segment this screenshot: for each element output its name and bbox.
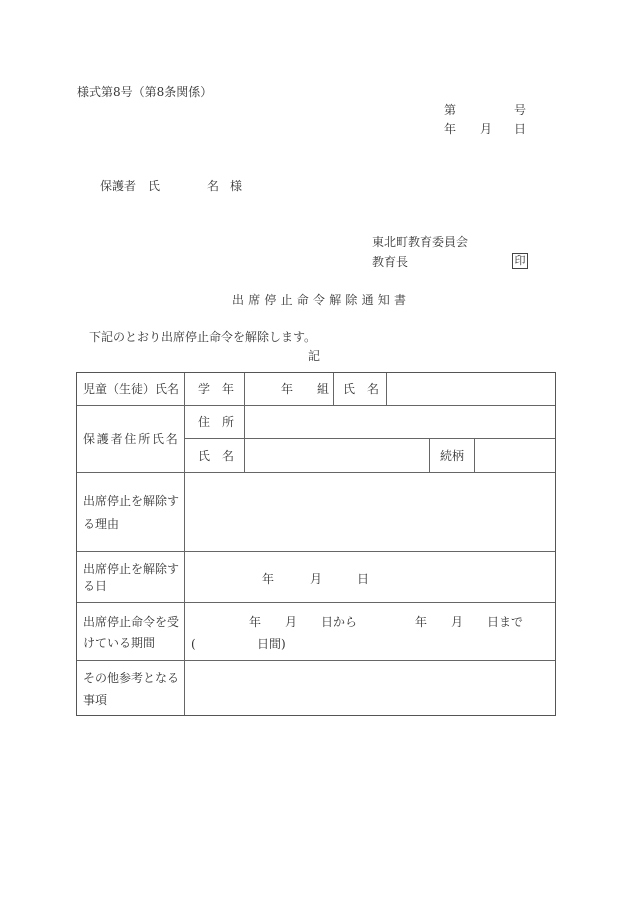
period-to-year[interactable]: 年 [415,615,428,629]
row-divider [184,438,555,439]
intro-text: 下記のとおり出席停止命令を解除します。 [89,330,317,344]
student-name-label: 児童（生徒）氏名 [83,382,180,396]
seal-icon: 印 [512,253,528,269]
student-name-sublabel: 氏 名 [343,382,380,396]
period-to-month[interactable]: 月 [451,615,464,629]
col-divider [244,373,245,472]
period-days-open: ( [191,637,196,651]
date-day: 日 [514,122,527,136]
col-divider [386,373,387,405]
col-divider [184,373,185,715]
addressee-name-1: 氏 [148,179,161,193]
period-from-day[interactable]: 日から [321,615,358,629]
col-divider [429,438,430,472]
col-divider [333,373,334,405]
row-divider [77,472,555,473]
row-divider [77,551,555,552]
guardian-name-label: 氏 名 [198,449,235,463]
form-table [76,372,556,716]
reason-label-line2: る理由 [83,517,120,531]
ki-marker: 記 [308,349,321,363]
row-divider [77,660,555,661]
release-month[interactable]: 月 [310,572,323,586]
release-date-label-line1: 出席停止を解除す [83,562,180,576]
address-label: 住 所 [198,415,235,429]
release-year[interactable]: 年 [262,572,275,586]
release-date-label-line2: る日 [83,579,108,593]
relation-label: 続柄 [440,449,465,463]
addressee-guardian: 保護者 [100,179,137,193]
row-divider [77,405,555,406]
grade-year-field[interactable]: 年 [281,382,294,396]
issuer-title: 教育長 [372,255,409,269]
issuer-organization: 東北町教育委員会 [372,235,469,249]
period-label-line2: けている期間 [83,636,156,650]
doc-number-label: 第 [444,103,457,117]
period-label-line1: 出席停止命令を受 [83,615,180,629]
reason-label-line1: 出席停止を解除す [83,494,180,508]
other-label-line1: その他参考となる [83,671,180,685]
grade-label: 学 年 [198,382,235,396]
guardian-label: 保護者住所氏名 [83,432,180,446]
date-year: 年 [444,122,457,136]
col-divider [474,438,475,472]
period-from-month[interactable]: 月 [285,615,298,629]
period-from-year[interactable]: 年 [249,615,262,629]
period-to-day[interactable]: 日まで [487,615,524,629]
addressee-name-2: 名 [207,179,220,193]
release-day[interactable]: 日 [357,572,370,586]
row-divider [77,602,555,603]
addressee-honorific: 様 [230,179,243,193]
doc-number-suffix: 号 [514,103,527,117]
other-label-line2: 事項 [83,693,108,707]
grade-class-field[interactable]: 組 [317,382,330,396]
form-number: 様式第8号（第8条関係） [77,85,213,99]
document-title: 出席停止命令解除通知書 [232,293,411,307]
date-month: 月 [480,122,493,136]
period-days-close[interactable]: 日間) [257,637,286,651]
